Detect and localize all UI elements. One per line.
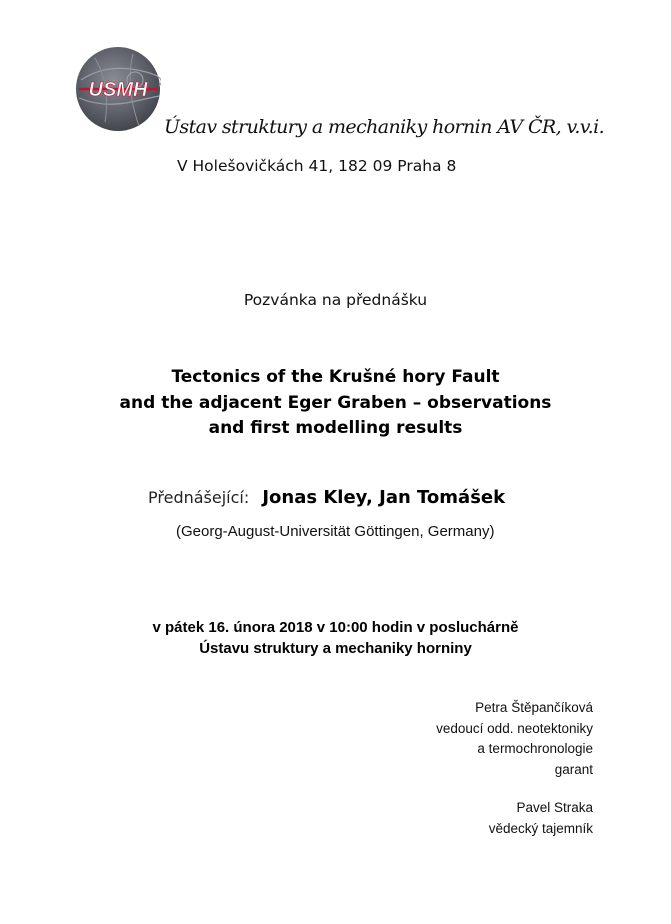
event-line: Ústavu struktury a mechaniky horniny — [199, 640, 472, 657]
institute-address: V Holešovičkách 41, 182 09 Praha 8 — [177, 157, 457, 175]
invitation-heading: Pozvánka na přednášku — [243, 291, 428, 309]
signature-role: garant — [554, 761, 593, 777]
speaker-names: Jonas Kley, Jan Tomášek — [262, 487, 506, 508]
institute-name: Ústav struktury a mechaniky hornin AV ČR, v.v.i. — [164, 116, 605, 138]
lecture-title-line: and first modelling results — [208, 418, 463, 438]
signature-role: a termochronologie — [477, 741, 593, 756]
signature-role: vedoucí odd. neotektoniky — [436, 720, 593, 736]
speaker-line — [148, 487, 505, 508]
signatures — [436, 698, 593, 839]
lecture-title — [0, 365, 671, 442]
signature-role: vědecký tajemník — [488, 820, 593, 836]
signature-spacer — [436, 780, 593, 798]
event-date-location — [0, 617, 671, 659]
speaker-affiliation: (Georg-August-Universität Göttingen, Germany) — [176, 523, 495, 540]
usmh-logo — [75, 46, 161, 132]
signature-name: Pavel Straka — [516, 800, 593, 815]
event-line: v pátek 16. února 2018 v 10:00 hodin v posluchárně — [152, 619, 519, 636]
speaker-label: Přednášející: — [148, 488, 250, 507]
logo-text: USMH — [88, 79, 148, 101]
signature-name: Petra Štěpančíková — [475, 700, 593, 715]
lecture-title-line: Tectonics of the Krušné hory Fault — [171, 367, 500, 387]
lecture-title-line: and the adjacent Eger Graben – observations — [119, 392, 552, 413]
